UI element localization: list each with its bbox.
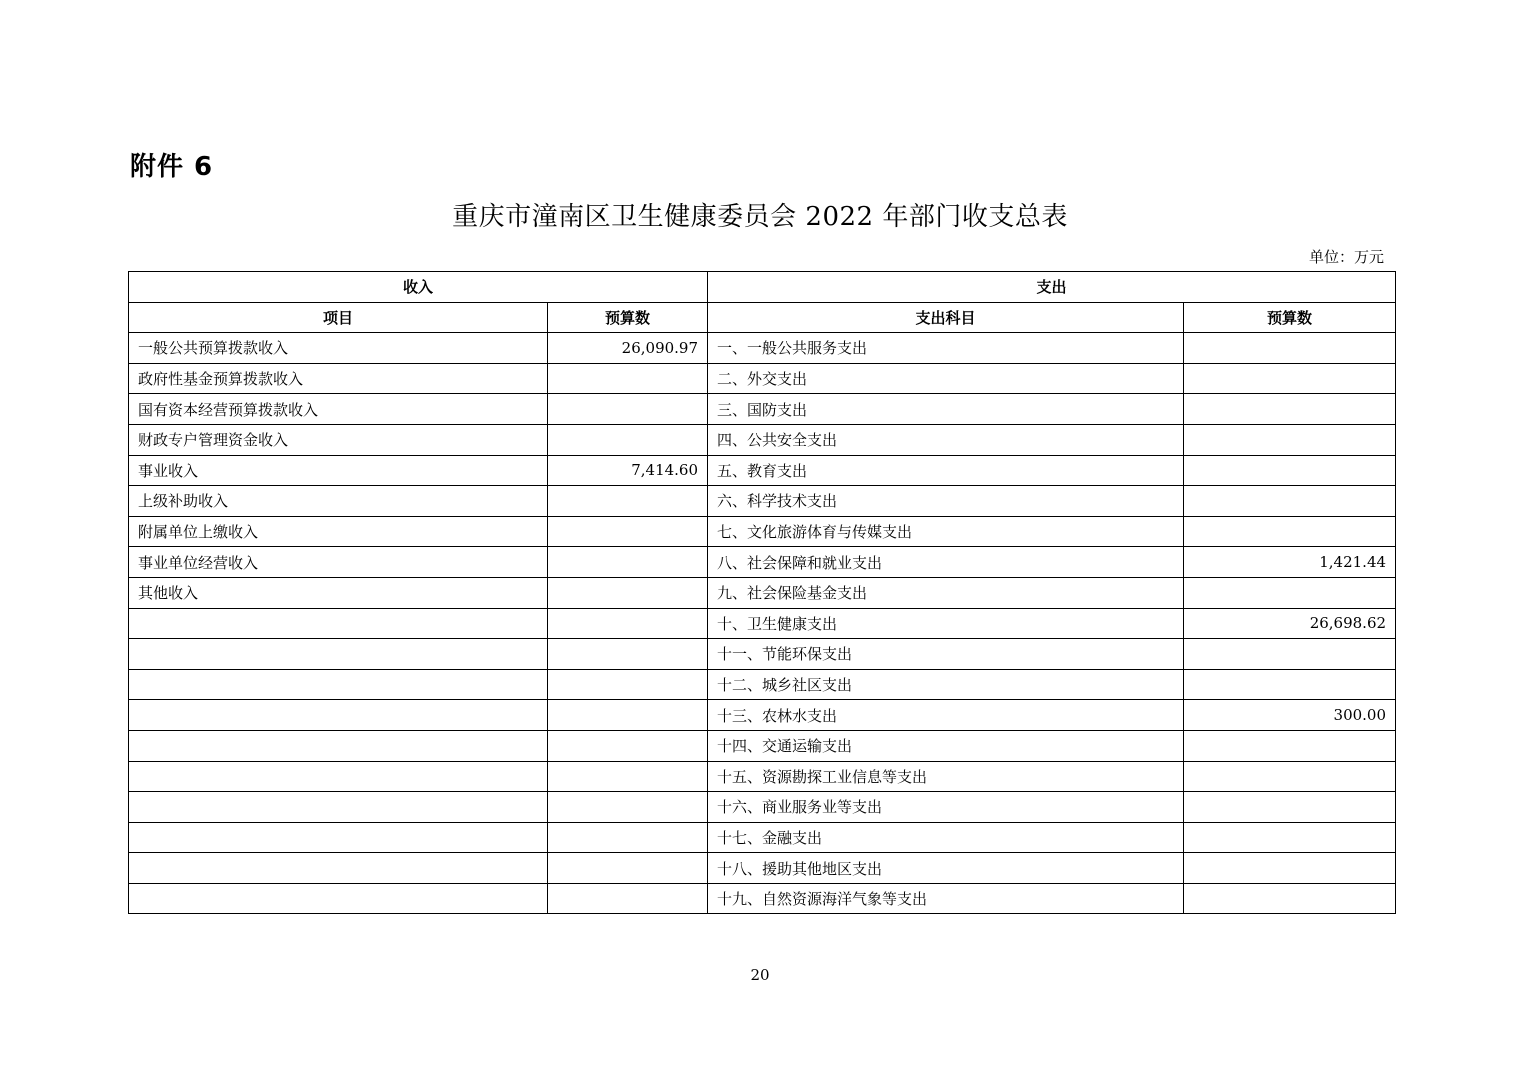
expense-item-cell: 三、国防支出: [708, 394, 1184, 425]
expense-amount-cell: 1,421.44: [1184, 547, 1396, 578]
expense-item-cell: 十六、商业服务业等支出: [708, 792, 1184, 823]
expense-item-cell: 二、外交支出: [708, 363, 1184, 394]
income-amount-cell: [548, 761, 708, 792]
expense-item-cell: 四、公共安全支出: [708, 424, 1184, 455]
expense-amount-cell: [1184, 853, 1396, 884]
income-amount-cell: [548, 883, 708, 914]
income-amount-cell: [548, 394, 708, 425]
unit-label: 单位：万元: [1308, 248, 1384, 266]
income-item-cell: [129, 761, 548, 792]
income-item-cell: [129, 822, 548, 853]
table-row: [129, 516, 1396, 547]
income-group-header: 收入: [129, 272, 708, 303]
expense-item-cell: 十九、自然资源海洋气象等支出: [708, 883, 1184, 914]
expense-amount-cell: [1184, 424, 1396, 455]
expense-item-cell: 十、卫生健康支出: [708, 608, 1184, 639]
table-row: [129, 730, 1396, 761]
expense-item-cell: 五、教育支出: [708, 455, 1184, 486]
income-item-cell: [129, 608, 548, 639]
income-amount-cell: [548, 639, 708, 670]
group-header-row: [129, 272, 1396, 303]
column-header-row: [129, 302, 1396, 333]
table-row: [129, 577, 1396, 608]
page-number: 20: [750, 966, 770, 984]
income-amount-cell: [548, 424, 708, 455]
income-item-cell: 附属单位上缴收入: [129, 516, 548, 547]
income-amount-cell: [548, 730, 708, 761]
income-amount-cell: [548, 792, 708, 823]
table-row: [129, 700, 1396, 731]
income-amount-cell: [548, 486, 708, 517]
expense-group-header: 支出: [708, 272, 1396, 303]
income-amount-cell: 7,414.60: [548, 455, 708, 486]
table-row: [129, 639, 1396, 670]
table-row: [129, 792, 1396, 823]
expense-amount-cell: [1184, 486, 1396, 517]
table-row: [129, 486, 1396, 517]
income-amount-cell: [548, 669, 708, 700]
expense-amount-cell: [1184, 333, 1396, 364]
expense-item-cell: 十三、农林水支出: [708, 700, 1184, 731]
income-item-cell: 事业收入: [129, 455, 548, 486]
expense-amount-cell: [1184, 883, 1396, 914]
expense-amount-cell: 300.00: [1184, 700, 1396, 731]
expense-amount-cell: [1184, 394, 1396, 425]
expense-amount-cell: [1184, 822, 1396, 853]
table-row: [129, 455, 1396, 486]
expense-item-cell: 九、社会保险基金支出: [708, 577, 1184, 608]
expense-item-cell: 十五、资源勘探工业信息等支出: [708, 761, 1184, 792]
income-amount-cell: [548, 516, 708, 547]
income-amount-cell: [548, 363, 708, 394]
income-item-header: 项目: [129, 302, 548, 333]
expense-item-header: 支出科目: [708, 302, 1184, 333]
income-item-cell: 财政专户管理资金收入: [129, 424, 548, 455]
expense-amount-cell: [1184, 577, 1396, 608]
table-row: [129, 608, 1396, 639]
income-amount-cell: [548, 853, 708, 884]
income-item-cell: [129, 853, 548, 884]
table-row: [129, 883, 1396, 914]
income-item-cell: [129, 792, 548, 823]
income-item-cell: [129, 639, 548, 670]
expense-item-cell: 十二、城乡社区支出: [708, 669, 1184, 700]
income-item-cell: [129, 883, 548, 914]
table-row: [129, 822, 1396, 853]
page-title: 重庆市潼南区卫生健康委员会 2022 年部门收支总表: [452, 202, 1068, 232]
income-amount-cell: [548, 547, 708, 578]
expense-item-cell: 一、一般公共服务支出: [708, 333, 1184, 364]
expense-amount-cell: [1184, 730, 1396, 761]
income-budget-header: 预算数: [548, 302, 708, 333]
expense-item-cell: 十七、金融支出: [708, 822, 1184, 853]
expense-amount-cell: [1184, 761, 1396, 792]
table-row: [129, 853, 1396, 884]
expense-amount-cell: [1184, 669, 1396, 700]
expense-item-cell: 十一、节能环保支出: [708, 639, 1184, 670]
table-row: [129, 547, 1396, 578]
income-item-cell: [129, 730, 548, 761]
expense-budget-header: 预算数: [1184, 302, 1396, 333]
expense-amount-cell: [1184, 516, 1396, 547]
table-row: [129, 394, 1396, 425]
income-amount-cell: [548, 700, 708, 731]
income-item-cell: 政府性基金预算拨款收入: [129, 363, 548, 394]
table-row: [129, 424, 1396, 455]
income-item-cell: [129, 700, 548, 731]
table-row: [129, 363, 1396, 394]
expense-amount-cell: [1184, 792, 1396, 823]
expense-item-cell: 六、科学技术支出: [708, 486, 1184, 517]
expense-amount-cell: [1184, 455, 1396, 486]
income-item-cell: 国有资本经营预算拨款收入: [129, 394, 548, 425]
income-amount-cell: 26,090.97: [548, 333, 708, 364]
expense-amount-cell: [1184, 363, 1396, 394]
expense-item-cell: 七、文化旅游体育与传媒支出: [708, 516, 1184, 547]
expense-amount-cell: [1184, 639, 1396, 670]
expense-amount-cell: 26,698.62: [1184, 608, 1396, 639]
income-amount-cell: [548, 822, 708, 853]
income-item-cell: 上级补助收入: [129, 486, 548, 517]
income-item-cell: 其他收入: [129, 577, 548, 608]
table-row: [129, 669, 1396, 700]
budget-table: [128, 271, 1396, 914]
income-amount-cell: [548, 608, 708, 639]
expense-item-cell: 十八、援助其他地区支出: [708, 853, 1184, 884]
income-amount-cell: [548, 577, 708, 608]
table-body: [129, 333, 1396, 914]
income-item-cell: [129, 669, 548, 700]
table-row: [129, 761, 1396, 792]
table-row: [129, 333, 1396, 364]
expense-item-cell: 十四、交通运输支出: [708, 730, 1184, 761]
income-item-cell: 事业单位经营收入: [129, 547, 548, 578]
expense-item-cell: 八、社会保障和就业支出: [708, 547, 1184, 578]
attachment-label: 附件 6: [130, 152, 214, 182]
income-item-cell: 一般公共预算拨款收入: [129, 333, 548, 364]
